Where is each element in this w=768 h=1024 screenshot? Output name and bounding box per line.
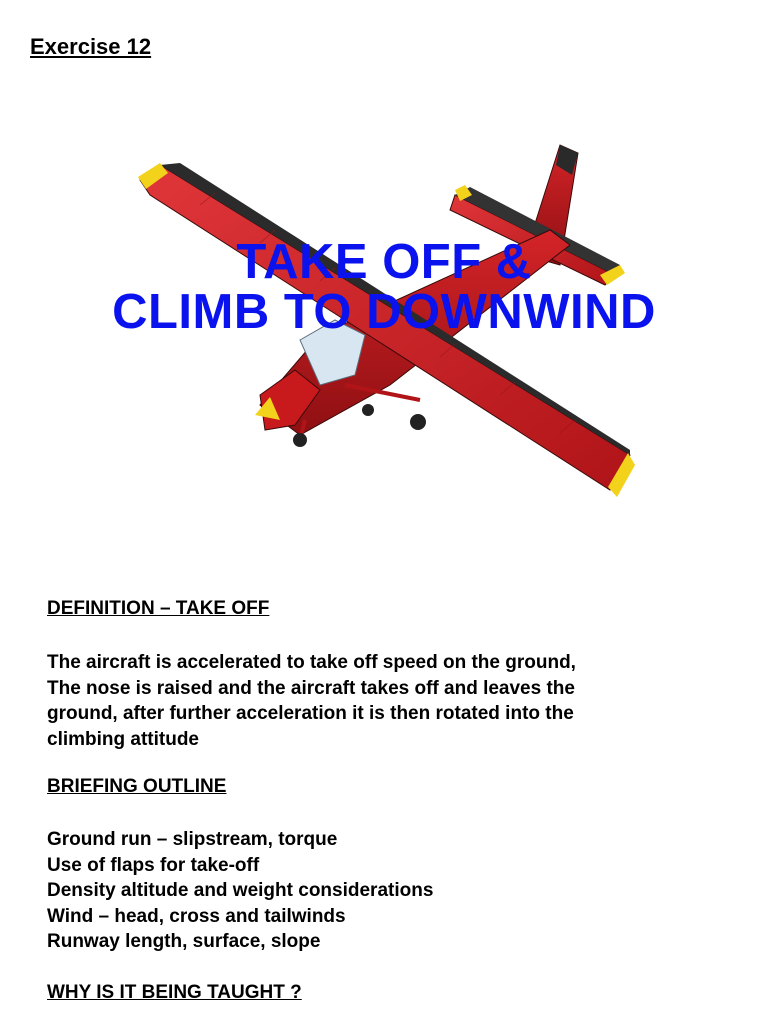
definition-heading: DEFINITION – TAKE OFF	[47, 598, 270, 619]
definition-line: The aircraft is accelerated to take off speed on the ground,	[47, 652, 576, 673]
list-item: Wind – head, cross and tailwinds	[47, 905, 346, 927]
definition-line: climbing attitude	[47, 728, 199, 750]
list-item: Ground run – slipstream, torque	[47, 829, 338, 850]
definition-text	[47, 650, 576, 752]
list-item: Density altitude and weight considerations	[47, 880, 434, 902]
exercise-title: Exercise 12	[30, 34, 152, 59]
why-taught-heading: WHY IS IT BEING TAUGHT ?	[47, 982, 302, 1003]
list-item: Runway length, surface, slope	[47, 931, 321, 953]
main-wheel	[410, 414, 426, 430]
briefing-outline-heading: BRIEFING OUTLINE	[47, 776, 227, 797]
definition-line: ground, after further acceleration it is then rotated into the	[47, 703, 574, 725]
title-banner-line-1: TAKE OFF &	[236, 235, 532, 289]
list-item: Use of flaps for take-off	[47, 854, 260, 876]
briefing-outline-list	[47, 827, 433, 955]
definition-line: The nose is raised and the aircraft takes off and leaves the	[47, 677, 575, 699]
title-banner-line-2: CLIMB TO DOWNWIND	[112, 285, 656, 339]
nose-wheel	[293, 433, 307, 447]
